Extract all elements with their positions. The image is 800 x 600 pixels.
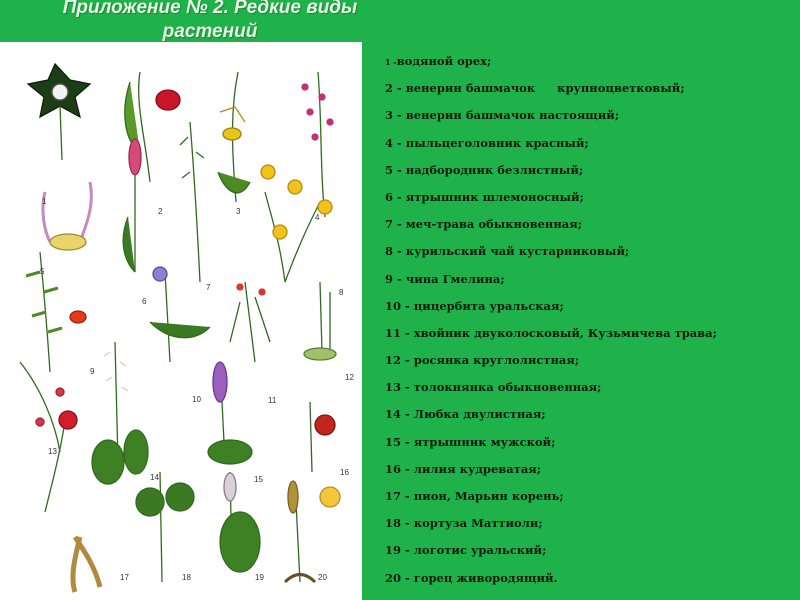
plate-number: 4 [315, 213, 320, 222]
list-item: 4 - пыльцеголовник красный; [385, 135, 589, 150]
plant-7-drawing [180, 122, 204, 282]
plate-number: 9 [90, 367, 95, 376]
plate-number: 16 [340, 468, 349, 477]
plate-number: 13 [48, 447, 57, 456]
list-item: 9 - чина Гмелина; [385, 271, 505, 286]
list-item: 14 - Любка двулистная; [385, 407, 546, 422]
plate-number: 7 [206, 283, 211, 292]
plate-number: 1 [42, 197, 47, 206]
list-item: 12 - росянка круглолистная; [385, 353, 580, 368]
plant-16-drawing [310, 402, 340, 507]
plant-9-drawing [26, 252, 86, 372]
list-item: 3 - венерин башмачок настоящий; [385, 108, 620, 123]
list-item: 5 - надбородник безлистный; [385, 162, 584, 177]
plant-4-drawing [302, 72, 333, 217]
plate-number: 11 [268, 396, 277, 405]
plant-14-drawing [92, 342, 148, 484]
list-item: 19 - логотис уральский; [385, 543, 547, 558]
plant-10-drawing [150, 267, 210, 362]
plate-number: 10 [192, 395, 201, 404]
plate-number: 20 [318, 573, 327, 582]
plate-number: 6 [142, 297, 147, 306]
plant-19-drawing [220, 472, 260, 572]
species-list [385, 48, 795, 592]
plant-12-drawing [304, 282, 336, 360]
list-item: 2 - венерин башмачок крупноцветковый; [385, 81, 685, 96]
title-line-1: Приложение № 2. Редкие виды [62, 0, 358, 18]
plate-number: 8 [339, 288, 344, 297]
plant-1-drawing [28, 64, 90, 160]
plate-number: 2 [158, 207, 163, 216]
list-item: 1 -водяной орех; [385, 54, 492, 68]
plants-drawing [0, 42, 362, 600]
plate-number: 18 [182, 573, 191, 582]
plant-5-drawing [43, 182, 91, 250]
plant-20-drawing [285, 481, 315, 582]
plate-number: 14 [150, 473, 159, 482]
plant-18-drawing [136, 472, 194, 582]
plant-3-drawing [218, 72, 250, 202]
plant-15-drawing [208, 362, 252, 464]
plant-11-drawing [230, 282, 270, 362]
plate-number: 3 [236, 207, 241, 216]
list-item: 13 - толокнянка обыкновенная; [385, 380, 602, 395]
list-item: 7 - меч-трава обыкновенная; [385, 217, 582, 232]
list-item: 15 - ятрышник мужской; [385, 434, 556, 449]
list-item: 17 - пион, Марьин корень; [385, 489, 564, 503]
list-item: 10 - цицербита уральская; [385, 298, 564, 313]
plate-number: 12 [345, 373, 354, 382]
list-item: 16 - лилия кудреватая; [385, 461, 542, 476]
page-title [0, 0, 420, 44]
plant-13-drawing [20, 362, 64, 452]
list-item: 8 - курильский чай кустарниковый; [385, 244, 630, 259]
plate-number: 5 [40, 267, 45, 276]
plant-17-drawing [45, 411, 100, 592]
plate-number: 15 [254, 475, 263, 484]
plate-number: 19 [255, 573, 264, 582]
plant-6-drawing [123, 139, 141, 272]
list-item: 6 - ятрышник шлемоносный; [385, 189, 584, 204]
list-item: 20 - горец живородящий. [385, 570, 558, 585]
list-item: 11 - хвойник двуколосковый, Кузьмичева трава; [385, 325, 717, 340]
plate-number: 17 [120, 573, 129, 582]
title-line-2: растений [162, 21, 258, 42]
rare-plants-illustration [0, 42, 362, 600]
plant-8-drawing [261, 165, 332, 282]
list-item: 18 - кортуза Маттиоли; [385, 516, 543, 531]
